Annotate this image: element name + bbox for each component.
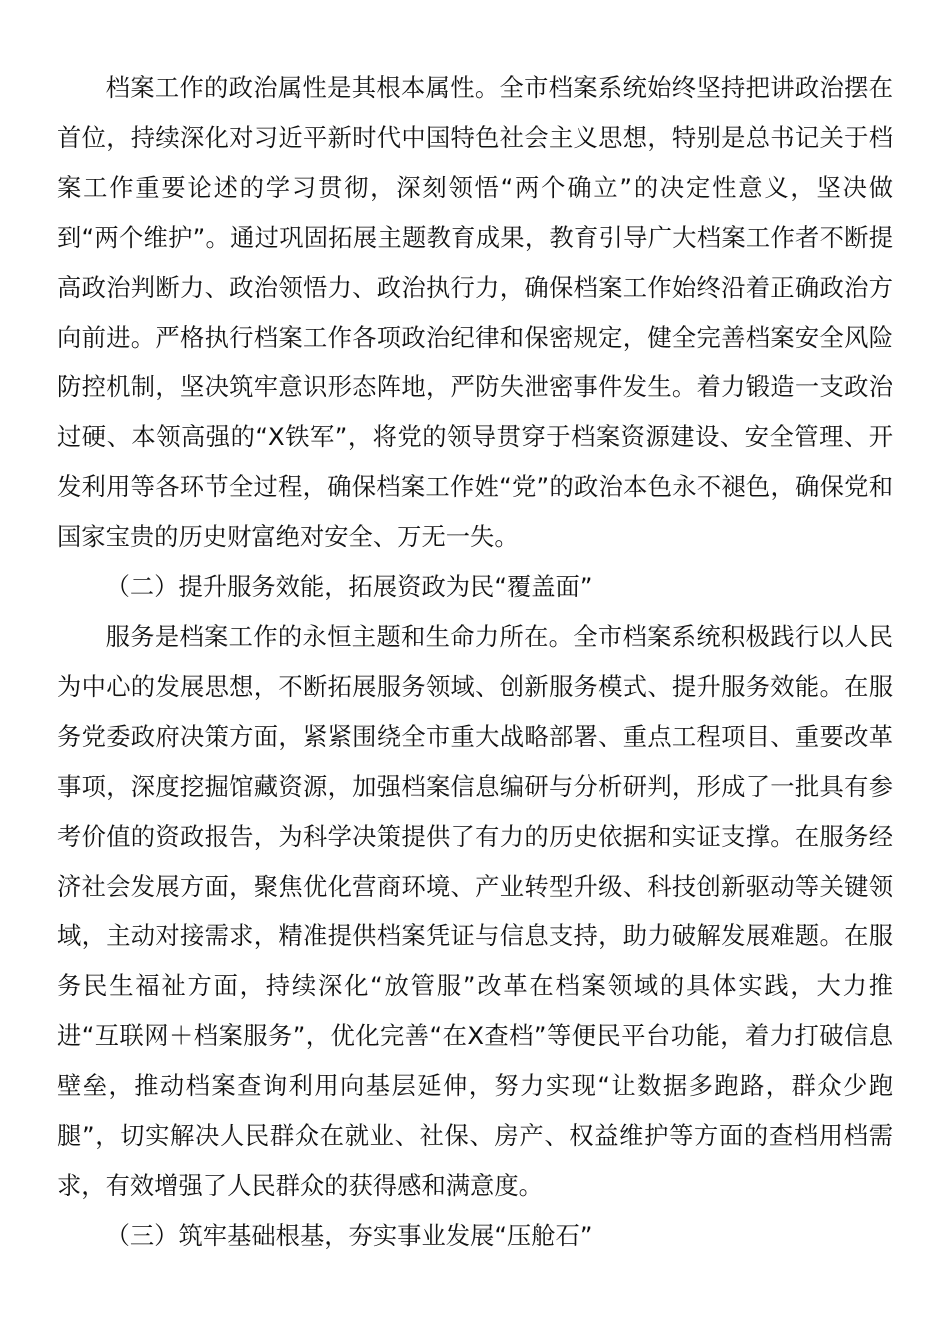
section-heading-2: （二）提升服务效能，拓展资政为民“覆盖面” [105, 572, 593, 602]
document-page [57, 63, 893, 1261]
paragraph-service-efficiency: 服务是档案工作的永恒主题和生命力所在。全市档案系统积极践行以人民为中心的发展思想，不断拓展服务领域、创新服务模式、提升服务效能。在服务党委政府决策方面，紧紧围绕全市重大战略部署、重点工程项目、重要改革事项，深度挖掘馆藏资源，加强档案信息编研与分析研判，形成了一批具有参考价值的资政报告，为科学决策提供了有力的历史依据和实证支撑。在服务经济社会发展方面，聚焦优化营商环境、产业转型升级、科技创新驱动等关键领域，主动对接需求，精准提供档案凭证与信息支持，助力破解发展难题。在服务民生福祉方面，持续深化“放管服”改革在档案领域的具体实践，大力推进“互联网＋档案服务”，优化完善“在X查档”等便民平台功能，着力打破信息壁垒，推动档案查询利用向基层延伸，努力实现“让数据多跑路，群众少跑腿”，切实解决人民群众在就业、社保、房产、权益维护等方面的查档用档需求，有效增强了人民群众的获得感和满意度。 [57, 621, 893, 1200]
paragraph-political-attribute: 档案工作的政治属性是其根本属性。全市档案系统始终坚持把讲政治摆在首位，持续深化对习近平新时代中国特色社会主义思想，特别是总书记关于档案工作重要论述的学习贯彻，深刻领悟“两个确立”的决定性意义，坚决做到“两个维护”。通过巩固拓展主题教育成果，教育引导广大档案工作者不断提高政治判断力、政治领悟力、政治执行力，确保档案工作始终沿着正确政治方向前进。严格执行档案工作各项政治纪律和保密规定，健全完善档案安全风险防控机制，坚决筑牢意识形态阵地，严防失泄密事件发生。着力锻造一支政治过硬、本领高强的“X铁军”，将党的领导贯穿于档案资源建设、安全管理、开发利用等各环节全过程，确保档案工作姓“党”的政治本色永不褪色，确保党和国家宝贵的历史财富绝对安全、万无一失。 [57, 73, 893, 552]
section-heading-3: （三）筑牢基础根基，夯实事业发展“压舱石” [105, 1220, 593, 1250]
